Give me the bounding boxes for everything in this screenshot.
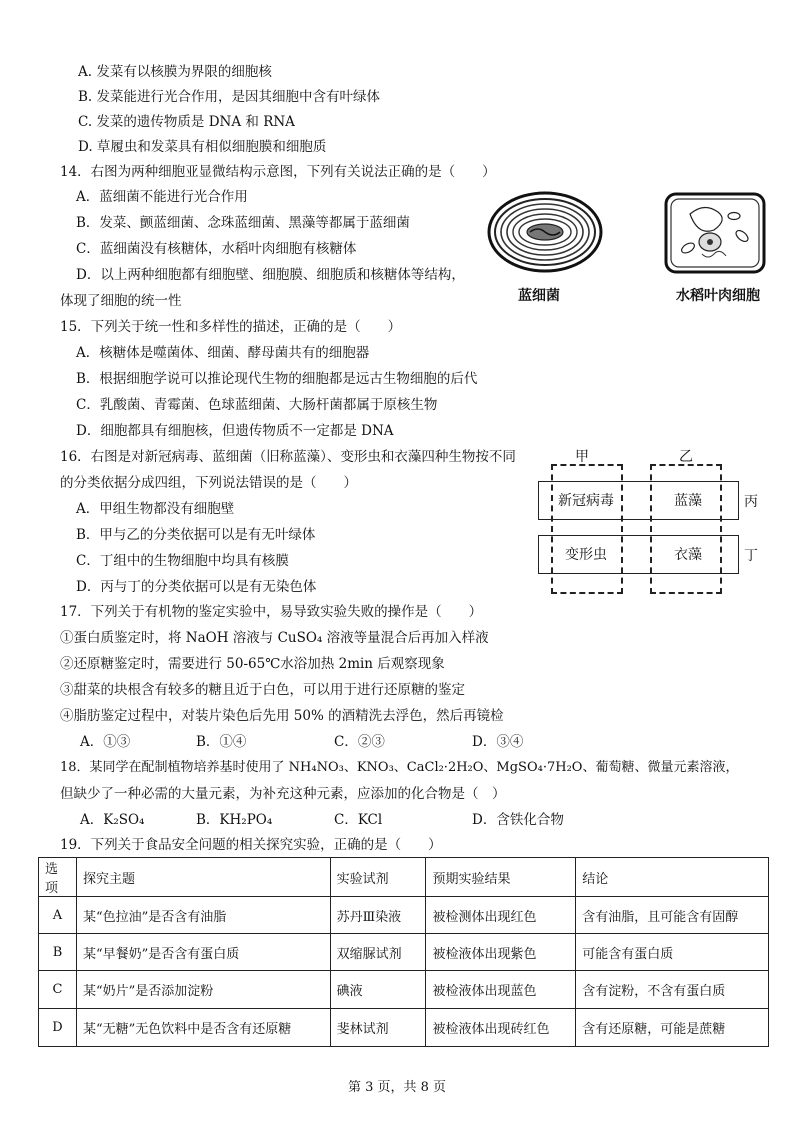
q17-choice-b: B．①④ [196,734,247,750]
q16-stem-line1: 16．右图是对新冠病毒、蓝细菌（旧称蓝藻）、变形虫和衣藻四种生物按不同 [60,449,516,465]
rice-cell-figure [664,192,766,274]
q14-option-a: A．蓝细菌不能进行光合作用 [76,189,248,205]
table-header-cell: 结论 [576,858,769,897]
table-cell: 被检液体出现蓝色 [426,971,576,1009]
classification-diagram [538,446,768,598]
group-ding-label: 丁 [744,548,758,564]
q14-option-d-cont: 体现了细胞的统一性 [60,293,182,309]
q15-option-b: B．根据细胞学说可以推论现代生物的细胞都是远古生物细胞的后代 [76,371,478,387]
q13-option-b: B. 发菜能进行光合作用，是因其细胞中含有叶绿体 [78,89,381,105]
q18-stem-line1: 18．某同学在配制植物培养基时使用了 NH₄NO₃、KNO₃、CaCl₂·2H₂O、MgSO₄·7H₂O、葡萄糖、微量元素溶液， [60,760,739,775]
q18-stem-line2: 但缺少了一种必需的大量元素，为补充这种元素，应添加的化合物是（ ） [60,786,506,802]
table-cell: C [39,971,77,1009]
table-row [39,897,769,934]
table-header-cell: 实验试剂 [330,858,426,897]
q17-choice-a: A．①③ [80,734,131,750]
table-header-cell: 探究主题 [76,858,330,897]
page-footer: 第 3 页，共 8 页 [347,1080,447,1095]
group-jia-label: 甲 [575,449,589,465]
q14-option-c: C．蓝细菌没有核糖体，水稻叶肉细胞有核糖体 [76,241,357,257]
q13-option-a: A. 发菜有以核膜为界限的细胞核 [78,64,272,80]
q13-option-d: D. 草履虫和发菜具有相似细胞膜和细胞质 [78,139,327,155]
table-cell: 斐林试剂 [330,1009,426,1047]
table-cell: 碘液 [330,971,426,1009]
table-header-cell: 选项 [39,858,77,897]
q17-item-4: ④脂肪鉴定过程中，对装片染色后先用 50% 的酒精洗去浮色，然后再镜检 [60,708,504,724]
table-row [39,971,769,1009]
q16-option-d: D．丙与丁的分类依据可以是有无染色体 [76,579,317,595]
q19-stem: 19．下列关于食品安全问题的相关探究实验，正确的是（ ） [60,837,442,853]
table-cell: 某“无糖”无色饮料中是否含有还原糖 [76,1009,330,1047]
table-header-row [39,858,769,897]
q18-choice-b: B．KH₂PO₄ [196,812,273,828]
q15-stem: 15．下列关于统一性和多样性的描述，正确的是（ ） [60,319,402,335]
table-row [39,934,769,971]
q16-option-c: C．丁组中的生物细胞中均具有核膜 [76,553,289,569]
table-cell: D [39,1009,77,1047]
cell-chlamydomonas: 衣藻 [674,547,702,563]
q17-stem: 17．下列关于有机物的鉴定实验中，易导致实验失败的操作是（ ） [60,604,483,620]
table-cell: 被检液体出现紫色 [426,934,576,971]
q18-choice-c: C．KCl [334,812,383,828]
q16-option-a: A．甲组生物都没有细胞壁 [76,501,235,517]
q13-option-c: C. 发菜的遗传物质是 DNA 和 RNA [78,114,295,130]
table-cell: 可能含有蛋白质 [576,934,769,971]
q15-option-c: C．乳酸菌、青霉菌、色球蓝细菌、大肠杆菌都属于原核生物 [76,397,438,413]
table-cell: 双缩脲试剂 [330,934,426,971]
q17-choice-c: C．②③ [334,734,385,750]
table-cell: B [39,934,77,971]
table-cell: 含有油脂，且可能含有固醇 [576,897,769,934]
table-cell: 被检测体出现红色 [426,897,576,934]
q17-item-2: ②还原糖鉴定时，需要进行 50-65℃水浴加热 2min 后观察现象 [60,656,445,672]
q14-stem: 14．右图为两种细胞亚显微结构示意图，下列有关说法正确的是（ ） [60,164,496,180]
table-cell: 某“奶片”是否添加淀粉 [76,971,330,1009]
q19-table [38,857,769,1047]
q16-stem-line2: 的分类依据分成四组，下列说法错误的是（ ） [60,475,357,491]
q14-option-b: B．发菜、颤蓝细菌、念珠蓝细菌、黑藻等都属于蓝细菌 [76,215,410,231]
cell-amoeba: 变形虫 [565,547,607,563]
q15-option-d: D．细胞都具有细胞核，但遗传物质不一定都是 DNA [76,423,394,439]
q14-option-d: D．以上两种细胞都有细胞壁、细胞膜、细胞质和核糖体等结构， [76,267,465,283]
q16-option-b: B．甲与乙的分类依据可以是有无叶绿体 [76,527,316,543]
q17-item-3: ③甜菜的块根含有较多的糖且近于白色，可以用于进行还原糖的鉴定 [60,682,465,698]
q17-item-1: ①蛋白质鉴定时，将 NaOH 溶液与 CuSO₄ 溶液等量混合后再加入样液 [60,630,489,646]
table-cell: 某“早餐奶”是否含有蛋白质 [76,934,330,971]
q15-option-a: A．核糖体是噬菌体、细菌、酵母菌共有的细胞器 [76,345,370,361]
rice-cell-label: 水稻叶肉细胞 [676,288,760,304]
table-cell: 苏丹Ⅲ染液 [330,897,426,934]
group-bing-label: 丙 [744,494,758,510]
cell-covid-virus: 新冠病毒 [558,493,614,509]
cyanobacteria-label: 蓝细菌 [518,288,560,304]
table-cell: 某“色拉油”是否含有油脂 [76,897,330,934]
group-yi-label: 乙 [679,449,693,465]
table-cell: 含有淀粉，不含有蛋白质 [576,971,769,1009]
table-cell: A [39,897,77,934]
cell-cyanobacteria: 蓝藻 [674,493,702,509]
table-header-cell: 预期实验结果 [426,858,576,897]
table-row [39,1009,769,1047]
q18-choice-a: A．K₂SO₄ [80,812,145,828]
cyanobacteria-figure [486,190,604,274]
q17-choice-d: D．③④ [472,734,524,750]
q18-choice-d: D．含铁化合物 [472,812,564,828]
table-cell: 含有还原糖，可能是蔗糖 [576,1009,769,1047]
table-cell: 被检液体出现砖红色 [426,1009,576,1047]
